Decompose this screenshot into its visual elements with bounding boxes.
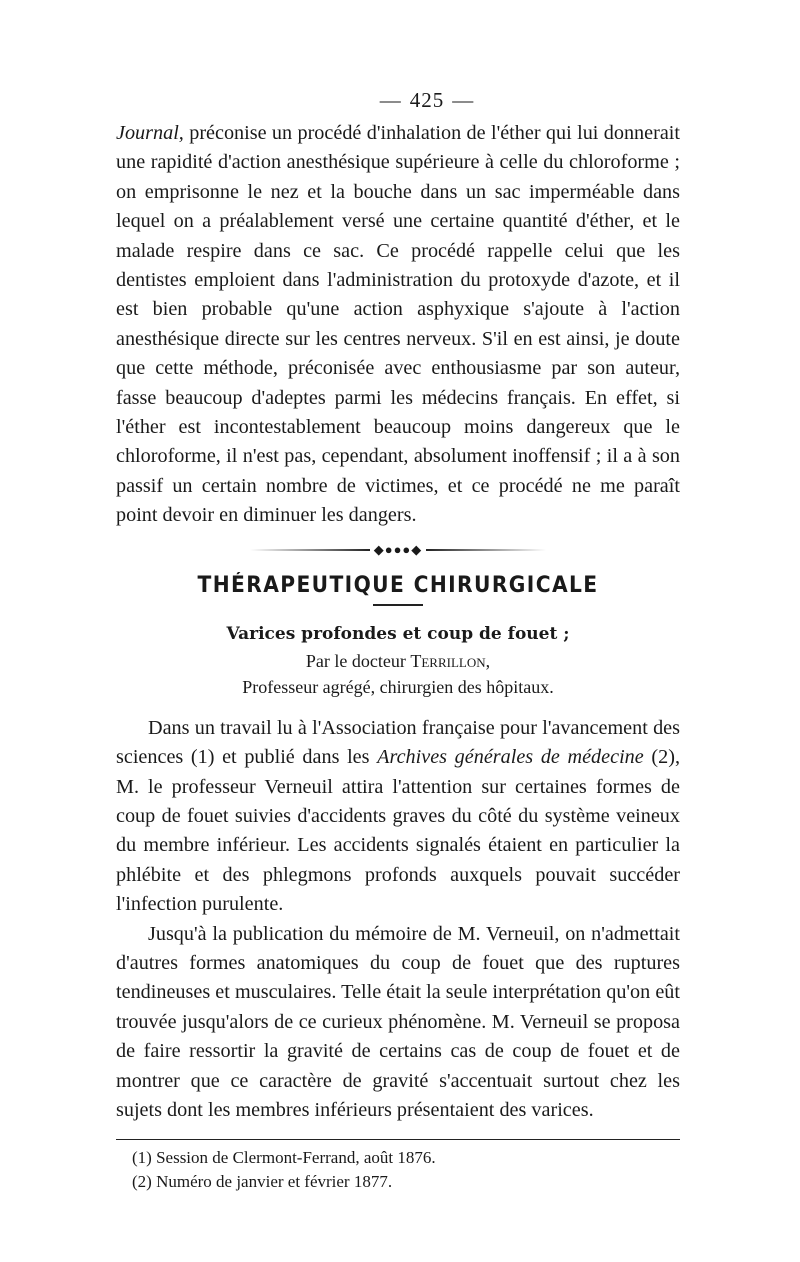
section-divider-ornament [116, 541, 680, 559]
body-paragraph-2: Jusqu'à la publication du mémoire de M. Verneuil, on n'admettait d'autres formes anatomiques du coup de fouet que des ruptures tendineuses et musculaires. Telle était la seule interprétation qu'on eût trouvée jusqu'alors de ce curieux phénomène. M. Verneuil se proposa de faire ressortir la gravité de certains cas de coup de fouet et de montrer que ce caractère de gravité s'accentuait surtout chez les sujets dont les membres inférieurs présentaient des varices. [116, 922, 680, 1121]
journal-title-italic: Archives générales de médecine [377, 746, 644, 769]
body-paragraph-1 [116, 714, 680, 920]
intro-text: préconise un procédé d'inhalation de l'éther qui lui donnerait une rapidité d'action anesthésique supérieure à celle du chloroforme ; on emprisonne le nez et la bouche dans un sac imperméable dans lequel on a préalablement versé une certaine quantité d'éther, et le malade respire dans ce sac. Ce procédé rappelle celui que les dentistes emploient dans l'administration du protoxyde d'azote, et il est bien probable qu'une action asphyxique s'ajoute à l'action anesthésique directe sur les centres nerveux. S'il en est ainsi, je doute que cette méthode, préconisée avec enthousiasme par son auteur, fasse beaucoup d'adeptes parmi les médecins français. En effet, si l'éther est incontestablement beaucoup moins dangereux que le chloroforme, il n'est pas, cependant, absolument inoffensif ; il a à son passif un certain nombre de victimes, et ce procédé ne me paraît point devoir en diminuer les dangers. [116, 122, 680, 527]
page-number: — 425 — [379, 88, 475, 112]
article-affiliation: Professeur agrégé, chirurgien des hôpitaux. [242, 676, 554, 697]
footnote-2: (2) Numéro de janvier et février 1877. [132, 1172, 393, 1192]
section-title: THÉRAPEUTIQUE CHIRURGICALE [197, 572, 599, 598]
article-body [116, 714, 680, 1126]
title-rule [373, 604, 423, 606]
document-page [116, 88, 680, 1194]
byline-prefix: Par le docteur [305, 650, 411, 671]
intro-italic-word: Journal, [116, 122, 184, 144]
footnote-rule [116, 1139, 680, 1140]
ornament-knot-icon: ◆●●●◆ [373, 541, 423, 557]
footnote-1: (1) Session de Clermont-Ferrand, août 1876. [132, 1148, 436, 1168]
page-number-value: 425 [409, 88, 445, 112]
byline-author: Terrillon, [410, 650, 491, 671]
article-byline [116, 648, 680, 674]
intro-paragraph [116, 119, 680, 531]
paragraph1-text-a: Dans un travail lu à l'Association française pour l'avancement des sciences (1) et publié dans les [116, 716, 680, 769]
article-title: Varices profondes et coup de fouet ; [226, 623, 570, 644]
paragraph1-text-b: (2), M. le professeur Verneuil attira l'attention sur certaines formes de coup de fouet suivies d'accidents graves du côté du système veineux du membre inférieur. Les accidents signalés étaient en particulier la phlébite et des phlegmons profonds auxquels pouvait succéder l'infection purulente. [116, 746, 680, 916]
